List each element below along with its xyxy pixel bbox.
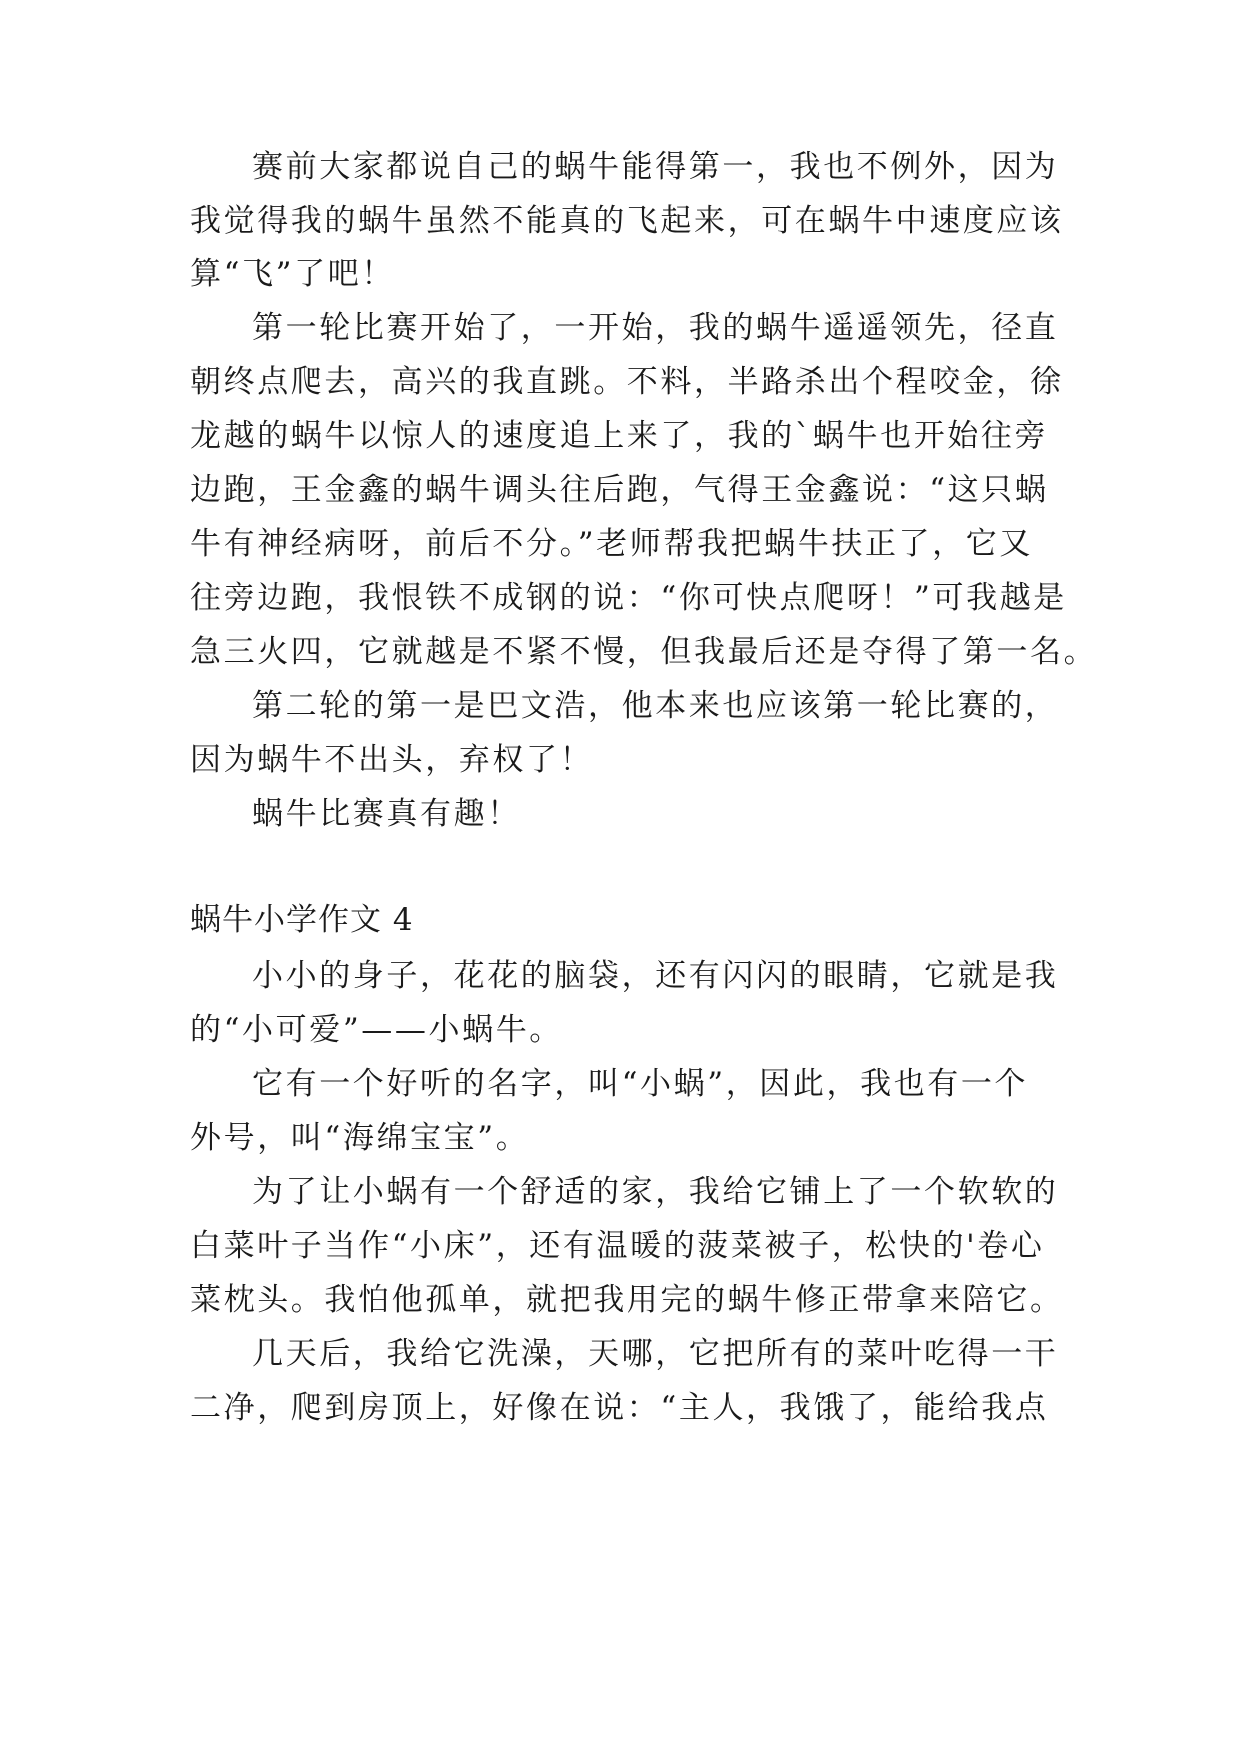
paragraph-line: 我觉得我的蜗牛虽然不能真的飞起来，可在蜗牛中速度应该 <box>190 203 1064 239</box>
paragraph-line: 赛前大家都说自己的蜗牛能得第一，我也不例外，因为 <box>252 149 1059 185</box>
paragraph-line: 急三火四，它就越是不紧不慢，但我最后还是夺得了第一名。 <box>190 634 1098 670</box>
paragraph-line: 的“小可爱”——小蜗牛。 <box>190 1012 563 1048</box>
paragraph-line: 边跑，王金鑫的蜗牛调头往后跑，气得王金鑫说：“这只蜗 <box>190 472 1049 508</box>
paragraph-line: 它有一个好听的名字，叫“小蜗”，因此，我也有一个 <box>252 1066 1029 1102</box>
paragraph-line: 为了让小蜗有一个舒适的家，我给它铺上了一个软软的 <box>252 1174 1059 1210</box>
paragraph-line: 白菜叶子当作“小床”，还有温暖的菠菜被子，松快的'卷心 <box>190 1228 1045 1264</box>
paragraph-line: 蜗牛比赛真有趣！ <box>252 796 521 832</box>
paragraph-line: 菜枕头。我怕他孤单，就把我用完的蜗牛修正带拿来陪它。 <box>190 1282 1064 1318</box>
section-heading: 蜗牛小学作文 4 <box>190 902 414 938</box>
paragraph-line: 算“飞”了吧！ <box>190 256 395 292</box>
paragraph-line: 朝终点爬去，高兴的我直跳。不料，半路杀出个程咬金，徐 <box>190 364 1064 400</box>
paragraph-line: 因为蜗牛不出头，弃权了！ <box>190 742 594 778</box>
paragraph-line: 几天后，我给它洗澡，天哪，它把所有的菜叶吃得一干 <box>252 1336 1059 1372</box>
paragraph-line: 牛有神经病呀，前后不分。”老师帮我把蜗牛扶正了，它又 <box>190 526 1033 562</box>
paragraph-line: 第二轮的第一是巴文浩，他本来也应该第一轮比赛的， <box>252 688 1059 724</box>
paragraph-line: 二净，爬到房顶上，好像在说：“主人，我饿了，能给我点 <box>190 1390 1049 1426</box>
paragraph-line: 第一轮比赛开始了，一开始，我的蜗牛遥遥领先，径直 <box>252 310 1059 346</box>
paragraph-line: 龙越的蜗牛以惊人的速度追上来了，我的`蜗牛也开始往旁 <box>190 418 1049 454</box>
paragraph-line: 小小的身子，花花的脑袋，还有闪闪的眼睛，它就是我 <box>252 958 1059 994</box>
paragraph-line: 外号，叫“海绵宝宝”。 <box>190 1120 530 1156</box>
paragraph-line: 往旁边跑，我恨铁不成钢的说：“你可快点爬呀！”可我越是 <box>190 580 1067 616</box>
